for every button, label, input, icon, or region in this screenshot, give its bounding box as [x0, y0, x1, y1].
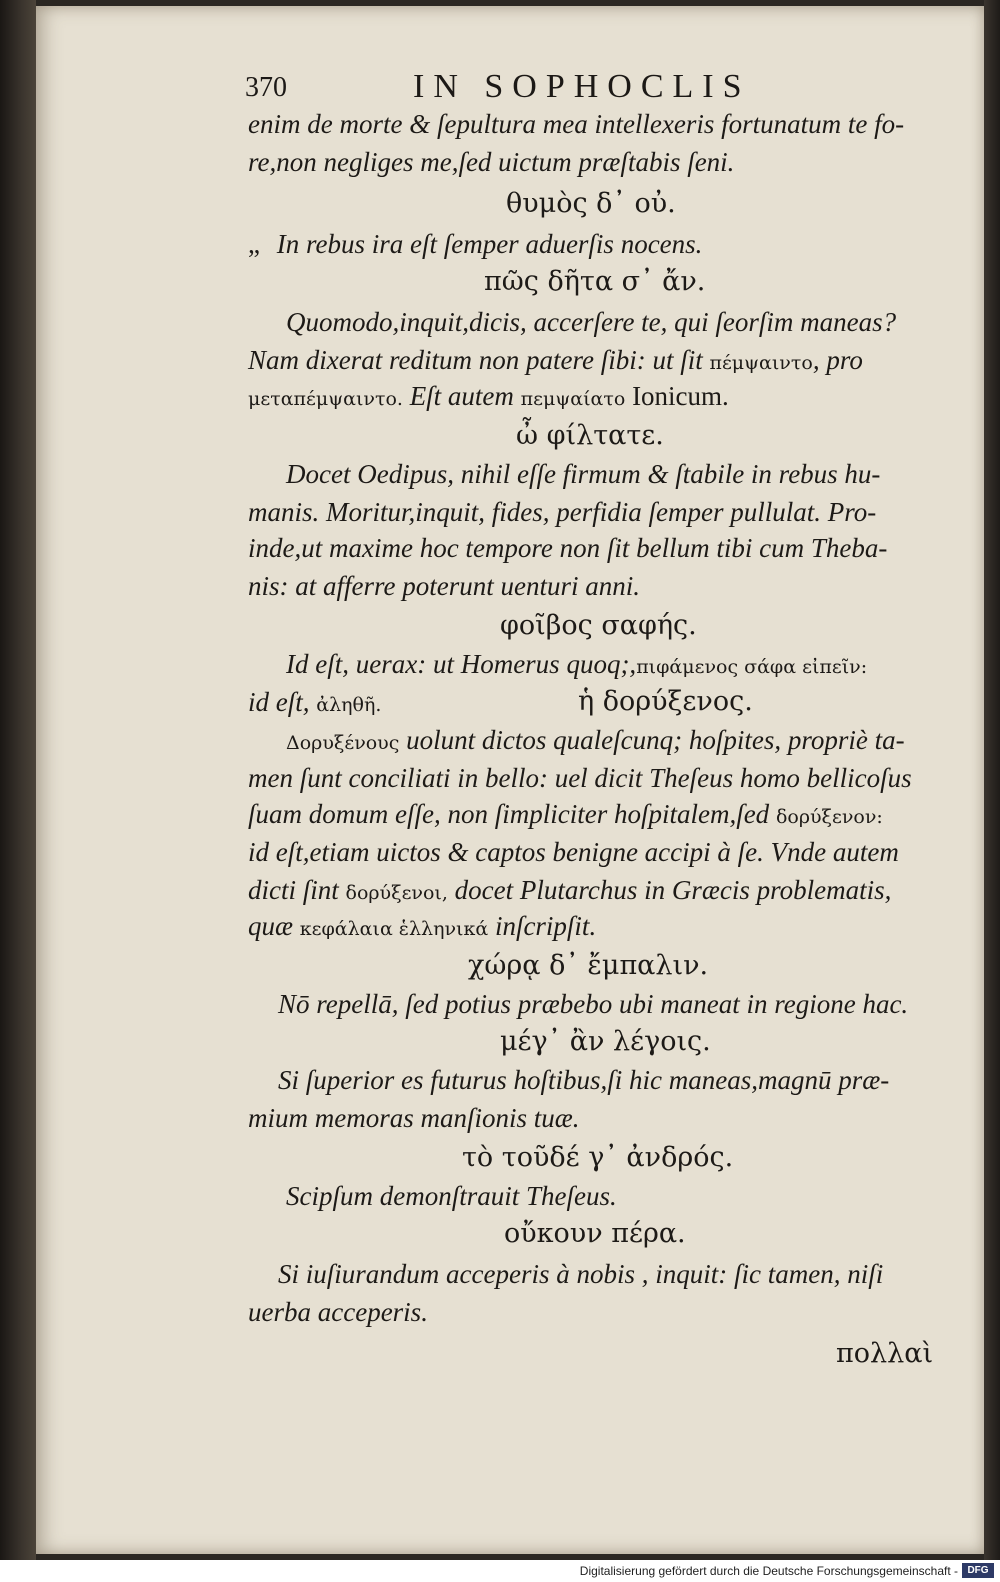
line-15-latin: Id eſt, uerax: ut Homerus quoq;,	[286, 649, 637, 679]
line-6: Quomodo,inquit,dicis, accerſere te, qui ſeorſim maneas?	[286, 307, 897, 337]
line-10: Docet Oedipus, nihil eſſe firmum & ſtabile in rebus hu-	[286, 459, 881, 489]
line-32: uerba acceperis.	[248, 1297, 428, 1327]
text-line	[248, 1296, 428, 1328]
text-line	[248, 570, 640, 602]
catchword-text: πολλαὶ	[836, 1338, 934, 1369]
line-19-greek: δορύξενον:	[775, 806, 883, 828]
book-spine-edge	[0, 0, 36, 1560]
text-line	[248, 910, 596, 945]
catchword	[836, 1338, 933, 1370]
text-line	[248, 874, 891, 909]
text-line	[248, 762, 912, 794]
line-12: inde,ut maxime hoc tempore non ſit bellum tibi cum Theba-	[248, 533, 888, 563]
line-22-greek: κεφάλαια ἑλληνικά	[299, 918, 489, 940]
greek-lemma	[506, 188, 676, 220]
lemma-text: μέγ᾽ ἂν λέγοις.	[500, 1026, 711, 1057]
text-line	[286, 724, 905, 759]
line-21-end: docet Plutarchus in Græcis problematis,	[454, 875, 892, 905]
line-17-latin: uolunt dictos qualeſcunq; hoſpites, propriè ta-	[406, 725, 905, 755]
line-31: Si iuſiurandum acceperis à nobis , inquit: ſic tamen, niſi	[278, 1259, 884, 1289]
text-line	[248, 496, 876, 528]
text-line	[248, 344, 863, 379]
line-16-greek: ἀληθῆ.	[316, 694, 382, 716]
line-21-latin: dicti ſint	[248, 875, 339, 905]
page-number: 370	[245, 72, 287, 103]
line-2: re,non negliges me,ſed uictum præſtabis ſeni.	[248, 147, 735, 177]
line-8-greek: μεταπέμψαιντο.	[248, 388, 403, 410]
line-24: Nō repellā, ſed potius præbebo ubi maneat in regione hac.	[278, 989, 909, 1019]
text-line	[278, 988, 908, 1020]
text-line	[248, 1102, 580, 1134]
greek-lemma: ἡ δορύξενος.	[578, 686, 753, 717]
text-line	[278, 1258, 883, 1290]
page-header	[245, 68, 945, 108]
line-7-latin: Nam dixerat reditum non patere ſibi: ut ſit	[248, 345, 703, 375]
text-line	[248, 108, 904, 140]
text-line	[248, 532, 887, 564]
greek-lemma	[504, 1218, 686, 1250]
lemma-text: τὸ τοῦδέ γ᾽ ἀνδρός.	[462, 1142, 734, 1173]
line-20: id eſt,etiam uictos & captos benigne accipi à ſe. Vnde autem	[248, 837, 899, 867]
lemma-text: οὔκουν πέρα.	[504, 1218, 686, 1249]
line-19-latin: ſuam domum eſſe, non ſimpliciter hoſpitalem,ſed	[248, 799, 770, 829]
line-13: nis: at afferre poterunt uenturi anni.	[248, 571, 640, 601]
text-line	[286, 306, 896, 338]
line-21-greek: δορύξενοι,	[345, 882, 448, 904]
line-7-greek: πέμψαιντο	[709, 352, 813, 374]
line-26: Si ſuperior es futurus hoſtibus,ſi hic maneas,magnū præ-	[278, 1065, 890, 1095]
text-line	[286, 648, 867, 683]
lemma-text: ὦ φίλτατε.	[516, 420, 664, 451]
dfg-logo: DFG	[962, 1563, 994, 1578]
line-4: In rebus ira eſt ſemper aduerſis nocens.	[276, 229, 703, 259]
lemma-text: χώρᾳ δ᾽ ἔμπαλιν.	[468, 950, 709, 981]
line-8-end: Ionicum.	[632, 381, 729, 411]
greek-lemma	[484, 266, 705, 298]
greek-lemma	[462, 1142, 733, 1174]
lemma-text: πῶς δῆτα σ᾽ ἄν.	[484, 266, 706, 297]
line-11: manis. Moritur,inquit, fides, perfidia ſemper pullulat. Pro-	[248, 497, 877, 527]
text-line	[248, 146, 734, 178]
text-line	[248, 798, 883, 833]
text-line	[248, 380, 729, 415]
greek-lemma	[516, 420, 664, 452]
line-22-end: inſcripſit.	[494, 911, 597, 941]
text-line	[286, 1180, 617, 1212]
greek-lemma	[468, 950, 708, 982]
text-line	[286, 458, 880, 490]
line-27: mium memoras manſionis tuæ.	[248, 1103, 580, 1133]
line-1: enim de morte & ſepultura mea intellexeris fortunatum te fo-	[248, 109, 905, 139]
line-22-latin: quæ	[248, 911, 294, 941]
line-18: men ſunt conciliati in bello: uel dicit Theſeus homo bellicoſus	[248, 763, 912, 793]
line-16-latin: id eſt,	[248, 687, 310, 717]
line-17-greek: Δορυξένους	[286, 732, 400, 754]
text-line	[248, 686, 753, 721]
line-7-end: , pro	[812, 345, 863, 375]
text-line	[248, 836, 899, 868]
text-line	[248, 228, 702, 260]
greek-lemma	[500, 1026, 711, 1058]
footer-bar	[0, 1560, 1000, 1582]
quotation-mark: „	[248, 229, 260, 259]
lemma-text: φοῖβος σαφής.	[500, 610, 697, 641]
running-title: IN SOPHOCLIS	[413, 68, 751, 105]
line-8-latin: Eſt autem	[409, 381, 514, 411]
funding-credit: Digitalisierung gefördert durch die Deutsche Forschungsgemeinschaft -	[579, 1564, 958, 1578]
greek-lemma	[500, 610, 697, 642]
book-right-edge	[984, 0, 1000, 1560]
line-15-greek: πιφάμενος σάφα εἰπεῖν:	[636, 656, 868, 678]
lemma-text: θυμὸς δ᾽ οὐ.	[506, 188, 676, 219]
text-line	[278, 1064, 889, 1096]
line-8-greek-2: πεμψαίατο	[520, 388, 626, 410]
line-29: Scipſum demonſtrauit Theſeus.	[286, 1181, 617, 1211]
